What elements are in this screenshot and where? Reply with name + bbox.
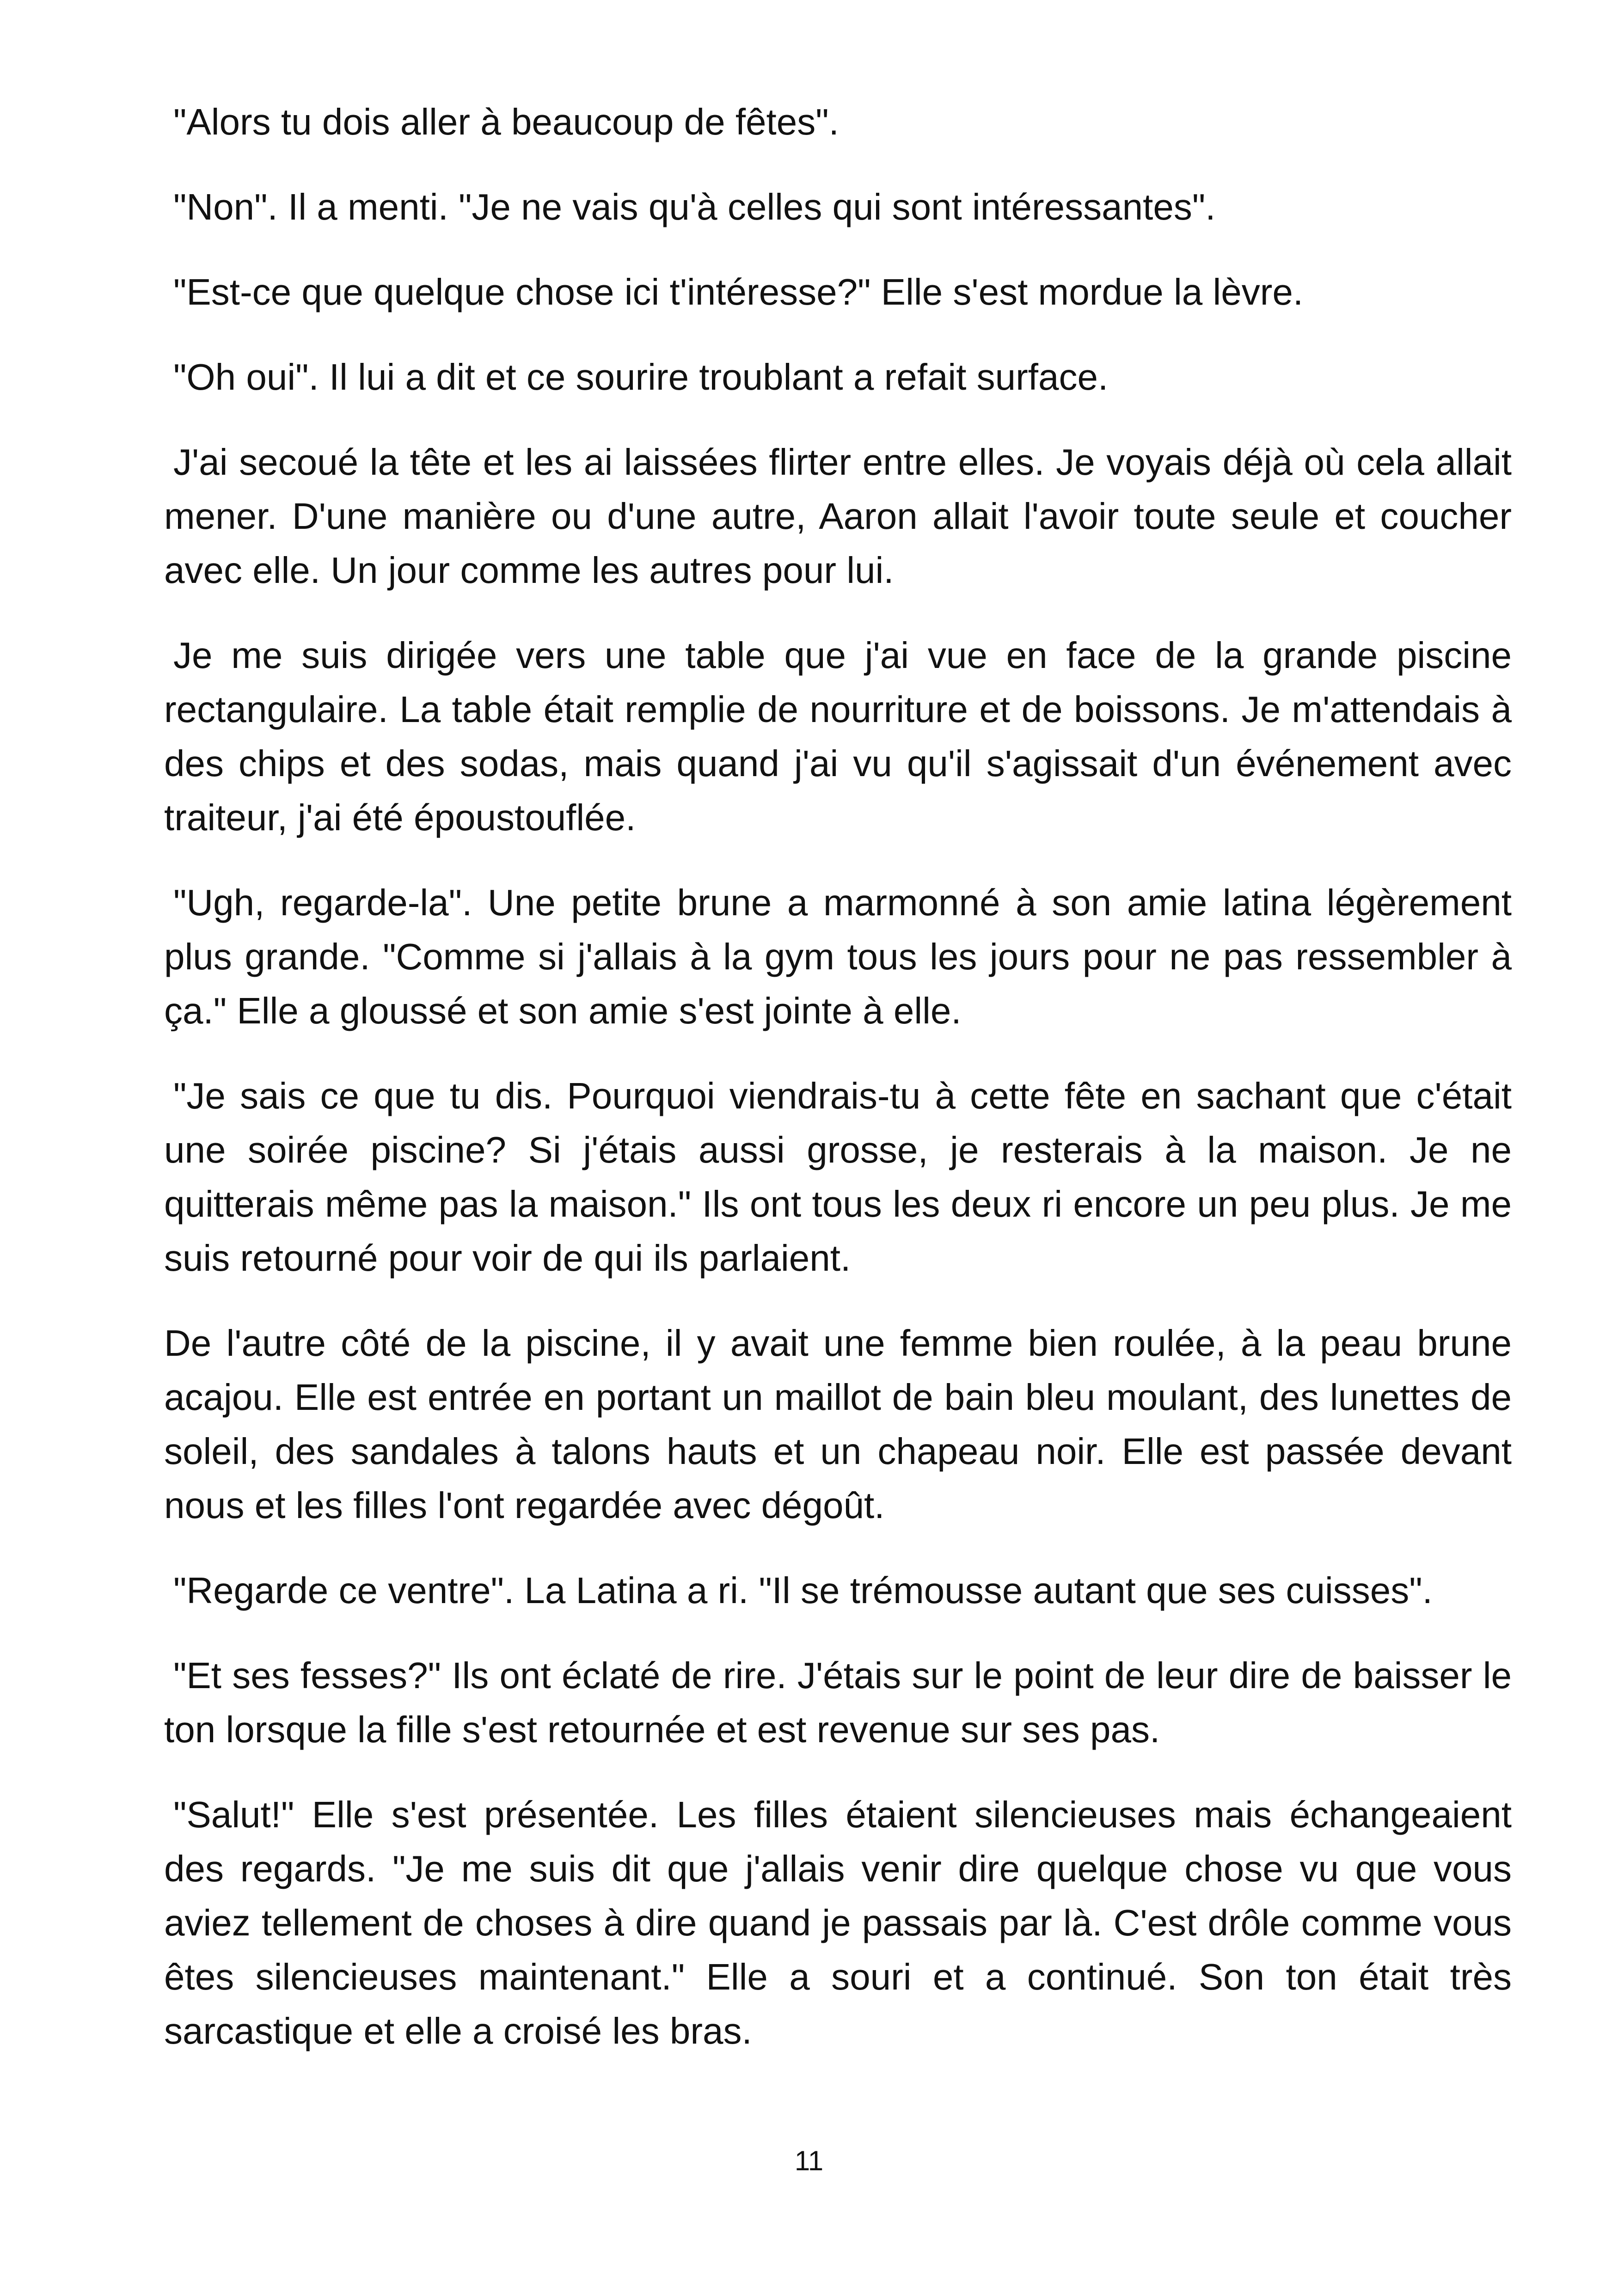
paragraph-3: "Est-ce que quelque chose ici t'intéresse?" Elle s'est mordue la lèvre. (173, 271, 1304, 312)
paragraph-2: "Non". Il a menti. "Je ne vais qu'à celles qui sont intéressantes". (173, 186, 1216, 227)
paragraph-1: "Alors tu dois aller à beaucoup de fêtes". (173, 101, 839, 142)
paragraph-10: "Regarde ce ventre". La Latina a ri. "Il se trémousse autant que ses cuisses". (173, 1570, 1433, 1611)
paragraph-5: J'ai secoué la tête et les ai laissées flirter entre elles. Je voyais déjà où cela allait mener. D'une manière ou d'une autre, Aaron allait l'avoir toute seule et coucher avec elle. Un jour comme les autres pour lui. (164, 441, 1512, 591)
paragraph-11: "Et ses fesses?" Ils ont éclaté de rire. J'étais sur le point de leur dire de baisser le ton lorsque la fille s'est retournée et est revenue sur ses pas. (164, 1655, 1512, 1750)
paragraph-9: De l'autre côté de la piscine, il y avait une femme bien roulée, à la peau brune acajou. Elle est entrée en portant un maillot de bain bleu moulant, des lunettes de soleil, des sandales à talons hauts et un chapeau noir. Elle est passée devant nous et les filles l'ont regardée avec dégoût. (164, 1322, 1512, 1526)
body-text (164, 95, 1512, 2089)
paragraph-4: "Oh oui". Il lui a dit et ce sourire troublant a refait surface. (173, 356, 1109, 398)
paragraph-12: "Salut!" Elle s'est présentée. Les filles étaient silencieuses mais échangeaient des regards. "Je me suis dit que j'allais venir dire quelque chose vu que vous aviez tellement de choses à dire quand je passais par là. C'est drôle comme vous êtes silencieuses maintenant." Elle a souri et a continué. Son ton était très sarcastique et elle a croisé les bras. (164, 1794, 1512, 2051)
paragraph-6: Je me suis dirigée vers une table que j'ai vue en face de la grande piscine rectangulaire. La table était remplie de nourriture et de boissons. Je m'attendais à des chips et des sodas, mais quand j'ai vu qu'il s'agissait d'un événement avec traiteur, j'ai été époustouflée. (164, 635, 1512, 838)
paragraph-8: "Je sais ce que tu dis. Pourquoi viendrais-tu à cette fête en sachant que c'était une soirée piscine? Si j'étais aussi grosse, je resterais à la maison. Je ne quitterais même pas la maison." Ils ont tous les deux ri encore un peu plus. Je me suis retourné pour voir de qui ils parlaient. (164, 1075, 1512, 1279)
paragraph-7: "Ugh, regarde-la". Une petite brune a marmonné à son amie latina légèrement plus grande. "Comme si j'allais à la gym tous les jours pour ne pas ressembler à ça." Elle a gloussé et son amie s'est jointe à elle. (164, 882, 1512, 1031)
page-number: 11 (794, 2145, 824, 2176)
